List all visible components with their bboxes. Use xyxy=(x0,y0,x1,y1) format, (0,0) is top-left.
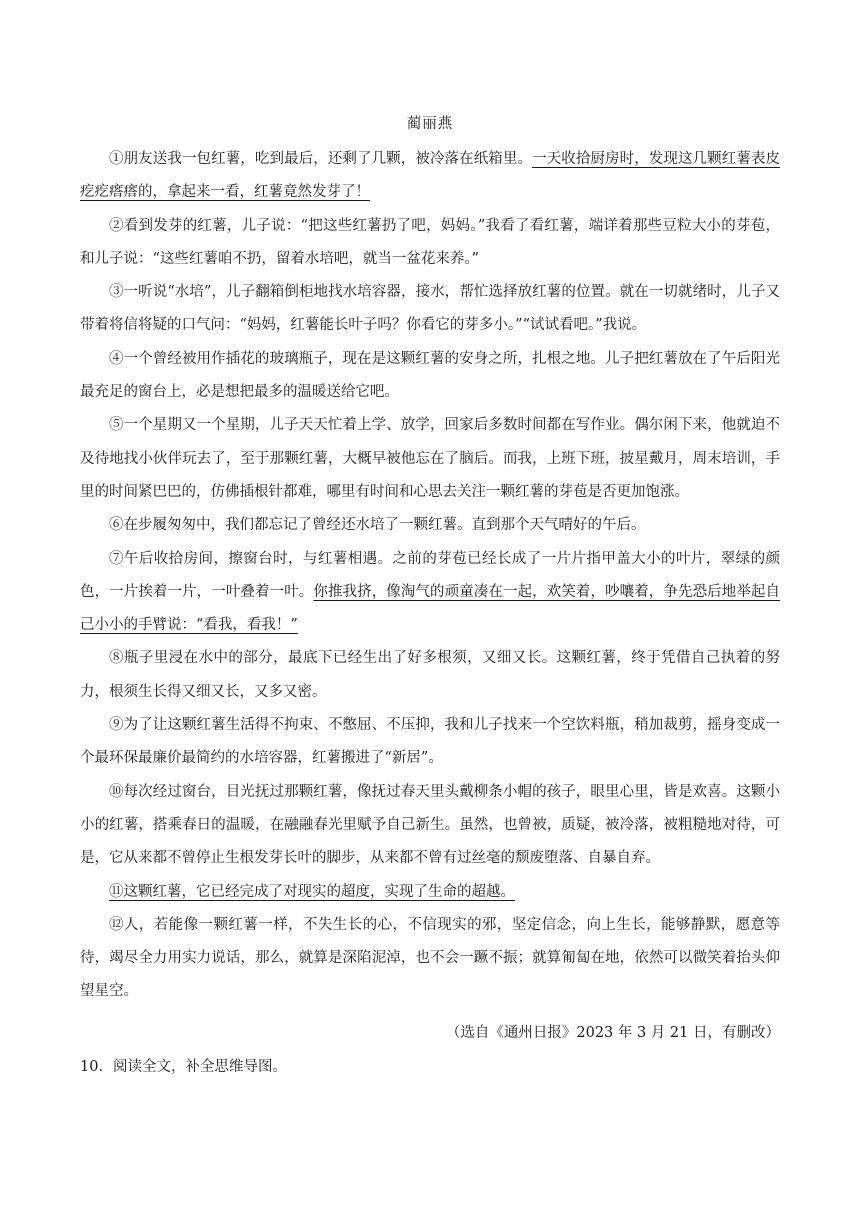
underlined-sentence: ⑪这颗红薯，它已经完成了对现实的超度，实现了生命的超越。 xyxy=(109,883,515,900)
paragraph-text: ③一听说“水培”，儿子翻箱倒柜地找水培容器，接水，帮忙选择放红薯的位置。就在一切就绪时，儿子又带着将信将疑的口气问：“妈妈，红薯能长叶子吗？你看它的芽多小。”“试试看吧。”我说。 xyxy=(80,284,780,334)
paragraph-3 xyxy=(80,276,780,343)
question-10: 10．阅读全文，补全思维导图。 xyxy=(80,1059,287,1075)
paragraph-text: ⑧瓶子里浸在水中的部分，最底下已经生出了好多根须，又细又长。这颗红薯，终于凭借自己执着的努力，根须生长得又细又长，又多又密。 xyxy=(80,650,780,700)
article-author: 蔺丽燕 xyxy=(406,116,454,132)
paragraph-text: ⑩每次经过窗台，目光抚过那颗红薯，像抚过春天里头戴柳条小帽的孩子，眼里心里，皆是欢喜。这颗小小的红薯，搭乘春日的温暖，在融融春光里赋予自己新生。虽然，也曾被，质疑，被冷落，被粗糙地对待，可是，它从来都不曾停止生根发芽长叶的脚步，从来都不曾有过丝毫的颓废堕落、自暴自弃。 xyxy=(80,783,780,867)
paragraph-6 xyxy=(80,509,780,542)
article-source: （选自《通州日报》2023 年 3 月 21 日，有删改） xyxy=(445,1025,780,1041)
underlined-sentence: 你推我挤，像淘气的顽童凑在一起，欢笑着，吵嚷着，争先恐后地举起自己小小的手臂说：“看我，看我！” xyxy=(80,583,781,634)
paragraph-text: ①朋友送我一包红薯，吃到最后，还剩了几颗，被冷落在纸箱里。 xyxy=(109,151,533,167)
paragraph-8 xyxy=(80,642,780,709)
paragraph-7 xyxy=(80,543,780,643)
paragraph-10 xyxy=(80,776,780,876)
paragraph-text: ⑦午后收拾房间，擦窗台时，与红薯相遇。之前的芽苞已经长成了一片片指甲盖大小的叶片，翠绿的颜色，一片挨着一片，一叶叠着一叶。 xyxy=(80,550,780,600)
paragraph-text: ②看到发芽的红薯，儿子说：“把这些红薯扔了吧，妈妈。”我看了看红薯，端详着那些豆粒大小的芽苞，和儿子说：“这些红薯咱不扔，留着水培吧，就当一盆花来养。” xyxy=(80,217,780,267)
paragraph-5 xyxy=(80,409,780,509)
paragraph-text: ⑥在步履匆匆中，我们都忘记了曾经还水培了一颗红薯。直到那个天气晴好的午后。 xyxy=(109,517,646,534)
paragraph-4 xyxy=(80,343,780,410)
paragraph-1 xyxy=(80,143,780,210)
paragraph-11 xyxy=(80,876,780,909)
paragraph-12 xyxy=(80,909,780,1009)
paragraph-text: ④一个曾经被用作插花的玻璃瓶子，现在是这颗红薯的安身之所，扎根之地。儿子把红薯放在了午后阳光最充足的窗台上，必是想把最多的温暖送给它吧。 xyxy=(80,350,780,401)
paragraph-9 xyxy=(80,709,780,776)
paragraph-text: ⑨为了让这颗红薯生活得不拘束、不憋屈、不压抑，我和儿子找来一个空饮料瓶，稍加裁剪，摇身变成一个最环保最廉价最简约的水培容器，红薯搬进了“新居”。 xyxy=(80,717,780,767)
paragraph-text: ⑤一个星期又一个星期，儿子天天忙着上学、放学，回家后多数时间都在写作业。偶尔闲下来，他就迫不及待地找小伙伴玩去了，至于那颗红薯，大概早被他忘在了脑后。而我，上班下班，披星戴月，周末培训，手里的时间紧巴巴的，仿佛插根针都难，哪里有时间和心思去关注一颗红薯的芽苞是否更加饱涨。 xyxy=(80,417,780,500)
paragraph-text: ⑫人，若能像一颗红薯一样，不失生长的心，不信现实的邪，坚定信念，向上生长，能够静默，愿意等待，竭尽全力用实力说话，那么，就算是深陷泥淖，也不会一蹶不振；就算匍匐在地，依然可以微笑着抬头仰望星空。 xyxy=(80,916,780,1000)
article-body xyxy=(80,143,780,1009)
underlined-sentence: 一天收拾厨房时，发现这几颗红薯表皮疙疙瘩瘩的，拿起来一看，红薯竟然发芽了！ xyxy=(80,151,780,201)
paragraph-2 xyxy=(80,210,780,277)
